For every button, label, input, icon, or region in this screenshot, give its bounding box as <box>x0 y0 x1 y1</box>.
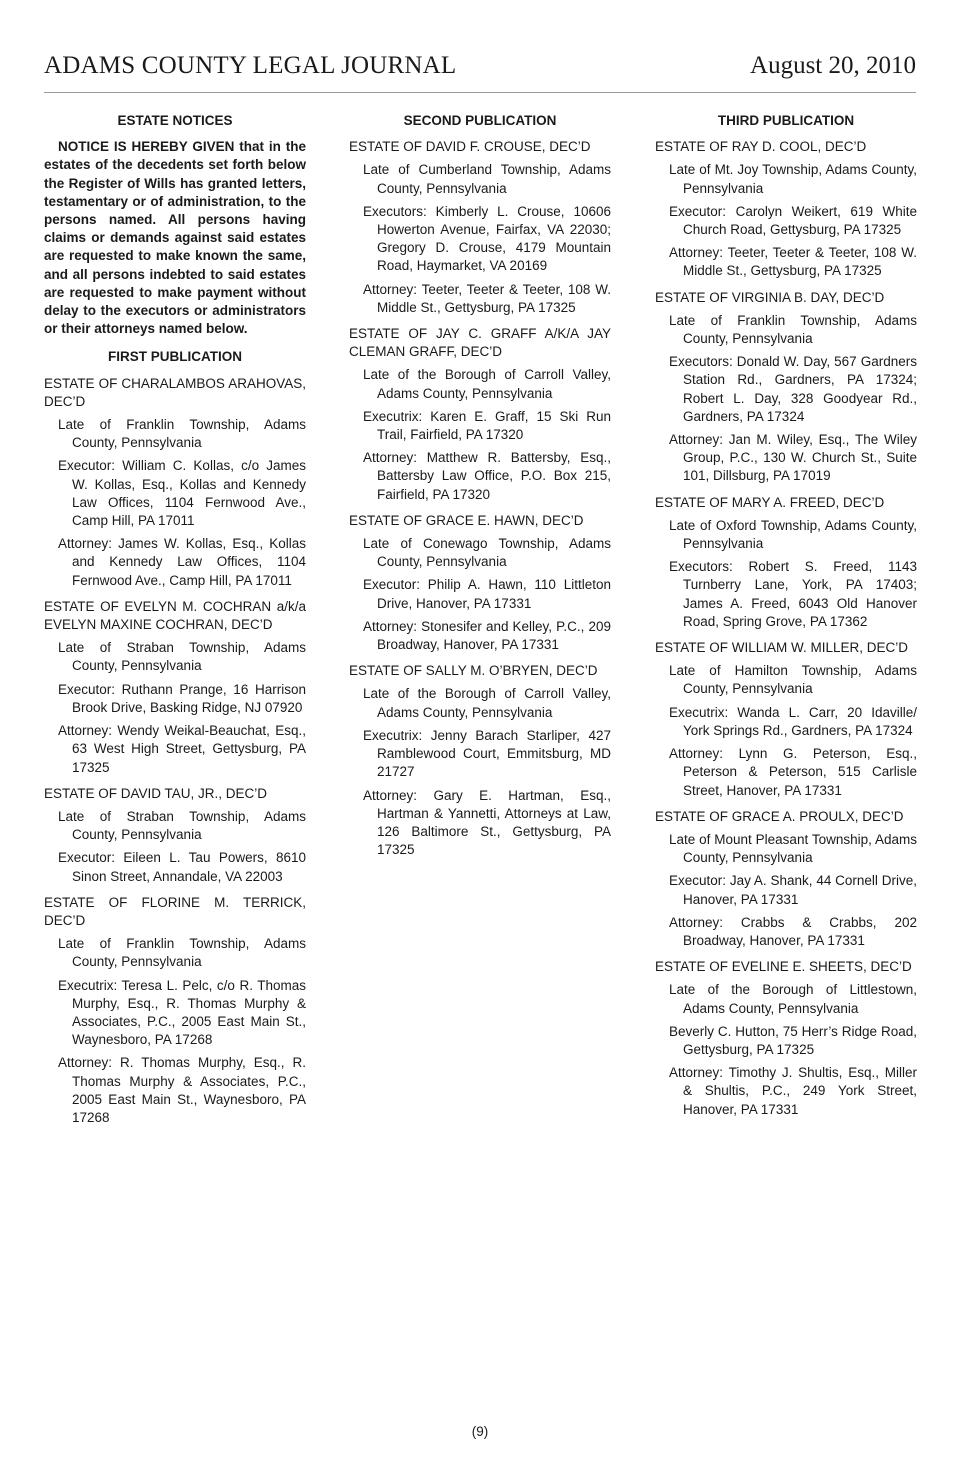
estate-title: ESTATE OF RAY D. COOL, DEC’D <box>655 139 867 155</box>
estate-detail: Attorney: Stonesifer and Kelley, P.C., 209 Broadway, Hanover, PA 17331 <box>363 618 611 653</box>
estate-detail: Executors: Kimberly L. Crouse, 10606 Howerton Avenue, Fairfax, VA 22030; Gregory D. Crouse, 4179 Mountain Road, Haymarket, VA 20169 <box>363 203 611 274</box>
page-number: (9) <box>471 1424 489 1439</box>
publication-heading: THIRD PUBLICATION <box>717 113 855 128</box>
estate-title: ESTATE OF MARY A. FREED, DEC’D <box>655 494 885 510</box>
estate-notice <box>44 785 306 886</box>
estate-detail: Late of the Borough of Carroll Valley, Adams County, Pennsylvania <box>363 367 611 401</box>
estate-title: ESTATE OF CHARALAMBOS ARAHOVAS, DEC’D <box>44 375 306 409</box>
estate-title: ESTATE OF EVELYN M. COCHRAN a/k/a EVELYN MAXINE COCHRAN, DEC’D <box>44 598 306 633</box>
estate-notice <box>655 808 917 950</box>
estate-detail: Late of Cumberland Township, Adams County, Pennsylvania <box>363 162 611 196</box>
estate-detail: Late of Oxford Township, Adams County, Pennsylvania <box>669 517 917 552</box>
estate-notice <box>44 598 306 777</box>
issue-date: August 20, 2010 <box>750 52 916 79</box>
estate-detail: Attorney: Teeter, Teeter & Teeter, 108 W. Middle St., Gettysburg, PA 17325 <box>363 281 611 315</box>
estate-detail: Attorney: Lynn G. Peterson, Esq., Peterson & Peterson, 515 Carlisle Street, Hanover, PA 17331 <box>669 746 917 798</box>
estate-notice <box>349 512 611 654</box>
estate-notice <box>655 138 917 280</box>
estate-detail: Late of Straban Township, Adams County, Pennsylvania <box>58 640 306 674</box>
estate-title: ESTATE OF DAVID F. CROUSE, DEC’D <box>349 139 591 155</box>
estate-detail: Executrix: Jenny Barach Starliper, 427 Ramblewood Court, Emmitsburg, MD 21727 <box>363 727 611 780</box>
estate-title: ESTATE OF VIRGINIA B. DAY, DEC’D <box>655 289 885 305</box>
estate-detail: Executor: Carolyn Weikert, 619 White Church Road, Gettysburg, PA 17325 <box>669 203 917 238</box>
estate-title: ESTATE OF EVELINE E. SHEETS, DEC’D <box>655 959 912 975</box>
estate-notice <box>349 138 611 317</box>
estate-detail: Executor: Jay A. Shank, 44 Cornell Drive, Hanover, PA 17331 <box>669 873 917 907</box>
publication-heading: FIRST PUBLICATION <box>108 349 242 365</box>
estate-detail: Executors: Robert S. Freed, 1143 Turnberry Lane, York, PA 17403; James A. Freed, 6043 Old Hanover Road, Spring Grove, PA 17362 <box>669 559 917 629</box>
page-header <box>44 50 916 93</box>
estate-detail: Late of Franklin Township, Adams County, Pennsylvania <box>58 417 306 451</box>
estate-detail: Attorney: James W. Kollas, Esq., Kollas and Kennedy Law Offices, 1104 Fernwood Ave., Camp Hill, PA 17011 <box>58 536 306 588</box>
estate-detail: Late of Mt. Joy Township, Adams County, Pennsylvania <box>669 162 917 196</box>
publication-heading: SECOND PUBLICATION <box>403 113 557 128</box>
estate-notice <box>655 639 917 800</box>
estate-detail: Beverly C. Hutton, 75 Herr’s Ridge Road, Gettysburg, PA 17325 <box>669 1023 917 1057</box>
estate-notice <box>44 894 306 1127</box>
estate-detail: Late of Hamilton Township, Adams County, Pennsylvania <box>669 663 917 697</box>
estate-detail: Executrix: Teresa L. Pelc, c/o R. Thomas Murphy, Esq., R. Thomas Murphy & Associates, P.C., 2005 East Main St., Waynesboro, PA 17268 <box>58 977 306 1048</box>
estate-title: ESTATE OF WILLIAM W. MILLER, DEC’D <box>655 640 909 656</box>
estate-detail: Late of Franklin Township, Adams County, Pennsylvania <box>669 312 917 347</box>
journal-title: ADAMS COUNTY LEGAL JOURNAL <box>44 52 457 79</box>
estate-detail: Late of Franklin Township, Adams County, Pennsylvania <box>58 936 306 970</box>
estate-detail: Executrix: Wanda L. Carr, 20 Idaville/ York Springs Rd., Gardners, PA 17324 <box>669 704 917 738</box>
estate-notice <box>349 662 611 859</box>
estate-detail: Late of Mount Pleasant Township, Adams County, Pennsylvania <box>669 831 917 866</box>
notice-intro: NOTICE IS HEREBY GIVEN that in the estates of the decedents set forth below the Register of Wills has granted letters, testamentary or of administration, to the persons named. All persons having claims or demands against said estates are requested to make known the same, and all persons indebted to said estates are requested to make payment without delay to the executors or administrators or their attorneys named below. <box>44 139 306 337</box>
estate-detail: Executor: Ruthann Prange, 16 Harrison Brook Drive, Basking Ridge, NJ 07920 <box>58 681 306 715</box>
estate-detail: Executor: Philip A. Hawn, 110 Littleton Drive, Hanover, PA 17331 <box>363 577 611 611</box>
estate-detail: Executor: Eileen L. Tau Powers, 8610 Sinon Street, Annandale, VA 22003 <box>58 850 306 884</box>
estate-detail: Attorney: Jan M. Wiley, Esq., The Wiley Group, P.C., 130 W. Church St., Suite 101, Dillsburg, PA 17019 <box>669 432 917 484</box>
estate-list <box>44 375 306 1128</box>
estate-detail: Late of Straban Township, Adams County, Pennsylvania <box>58 808 306 843</box>
estate-title: ESTATE OF SALLY M. O’BRYEN, DEC’D <box>349 663 598 679</box>
estate-title: ESTATE OF GRACE E. HAWN, DEC’D <box>349 512 584 528</box>
estate-title: ESTATE OF GRACE A. PROULX, DEC’D <box>655 808 904 824</box>
estate-detail: Attorney: Teeter, Teeter & Teeter, 108 W. Middle St., Gettysburg, PA 17325 <box>669 245 917 279</box>
estate-detail: Late of the Borough of Littlestown, Adams County, Pennsylvania <box>669 982 917 1016</box>
estate-list <box>655 138 917 1119</box>
estate-detail: Attorney: Crabbs & Crabbs, 202 Broadway, Hanover, PA 17331 <box>669 914 917 948</box>
estate-notice <box>349 325 611 504</box>
estate-title: ESTATE OF JAY C. GRAFF A/K/A JAY CLEMAN GRAFF, DEC’D <box>349 326 611 360</box>
estate-detail: Late of Conewago Township, Adams County, Pennsylvania <box>363 536 611 570</box>
estate-detail: Executrix: Karen E. Graff, 15 Ski Run Trail, Fairfield, PA 17320 <box>363 408 611 443</box>
section-heading: ESTATE NOTICES <box>117 113 233 128</box>
estate-detail: Executor: William C. Kollas, c/o James W. Kollas, Esq., Kollas and Kennedy Law Offices, 1104 Fernwood Ave., Camp Hill, PA 17011 <box>58 458 306 529</box>
estate-detail: Attorney: Matthew R. Battersby, Esq., Battersby Law Office, P.O. Box 215, Fairfield, PA 17320 <box>363 450 611 502</box>
estate-notice <box>655 494 917 631</box>
estate-detail: Attorney: Wendy Weikal-Beauchat, Esq., 63 West High Street, Gettysburg, PA 17325 <box>58 723 306 775</box>
estate-detail: Attorney: R. Thomas Murphy, Esq., R. Thomas Murphy & Associates, P.C., 2005 East Main St., Waynesboro, PA 17268 <box>58 1055 306 1125</box>
estate-detail: Attorney: Timothy J. Shultis, Esq., Miller & Shultis, P.C., 249 York Street, Hanover, PA 17331 <box>669 1065 917 1117</box>
column-third <box>655 110 917 1127</box>
estate-detail: Late of the Borough of Carroll Valley, Adams County, Pennsylvania <box>363 686 611 720</box>
estate-notice <box>655 289 917 486</box>
estate-detail: Attorney: Gary E. Hartman, Esq., Hartman & Yannetti, Attorneys at Law, 126 Baltimore St., Gettysburg, PA 17325 <box>363 787 611 858</box>
column-second <box>349 110 611 867</box>
estate-notice <box>44 375 306 590</box>
estate-title: ESTATE OF FLORINE M. TERRICK, DEC’D <box>44 894 306 928</box>
estate-list <box>349 138 611 859</box>
estate-notice <box>655 958 917 1119</box>
estate-title: ESTATE OF DAVID TAU, JR., DEC’D <box>44 785 268 801</box>
column-first <box>44 110 306 1135</box>
estate-detail: Executors: Donald W. Day, 567 Gardners Station Rd., Gardners, PA 17324; Robert L. Day, 328 Goodyear Rd., Gardners, PA 17324 <box>669 354 917 424</box>
